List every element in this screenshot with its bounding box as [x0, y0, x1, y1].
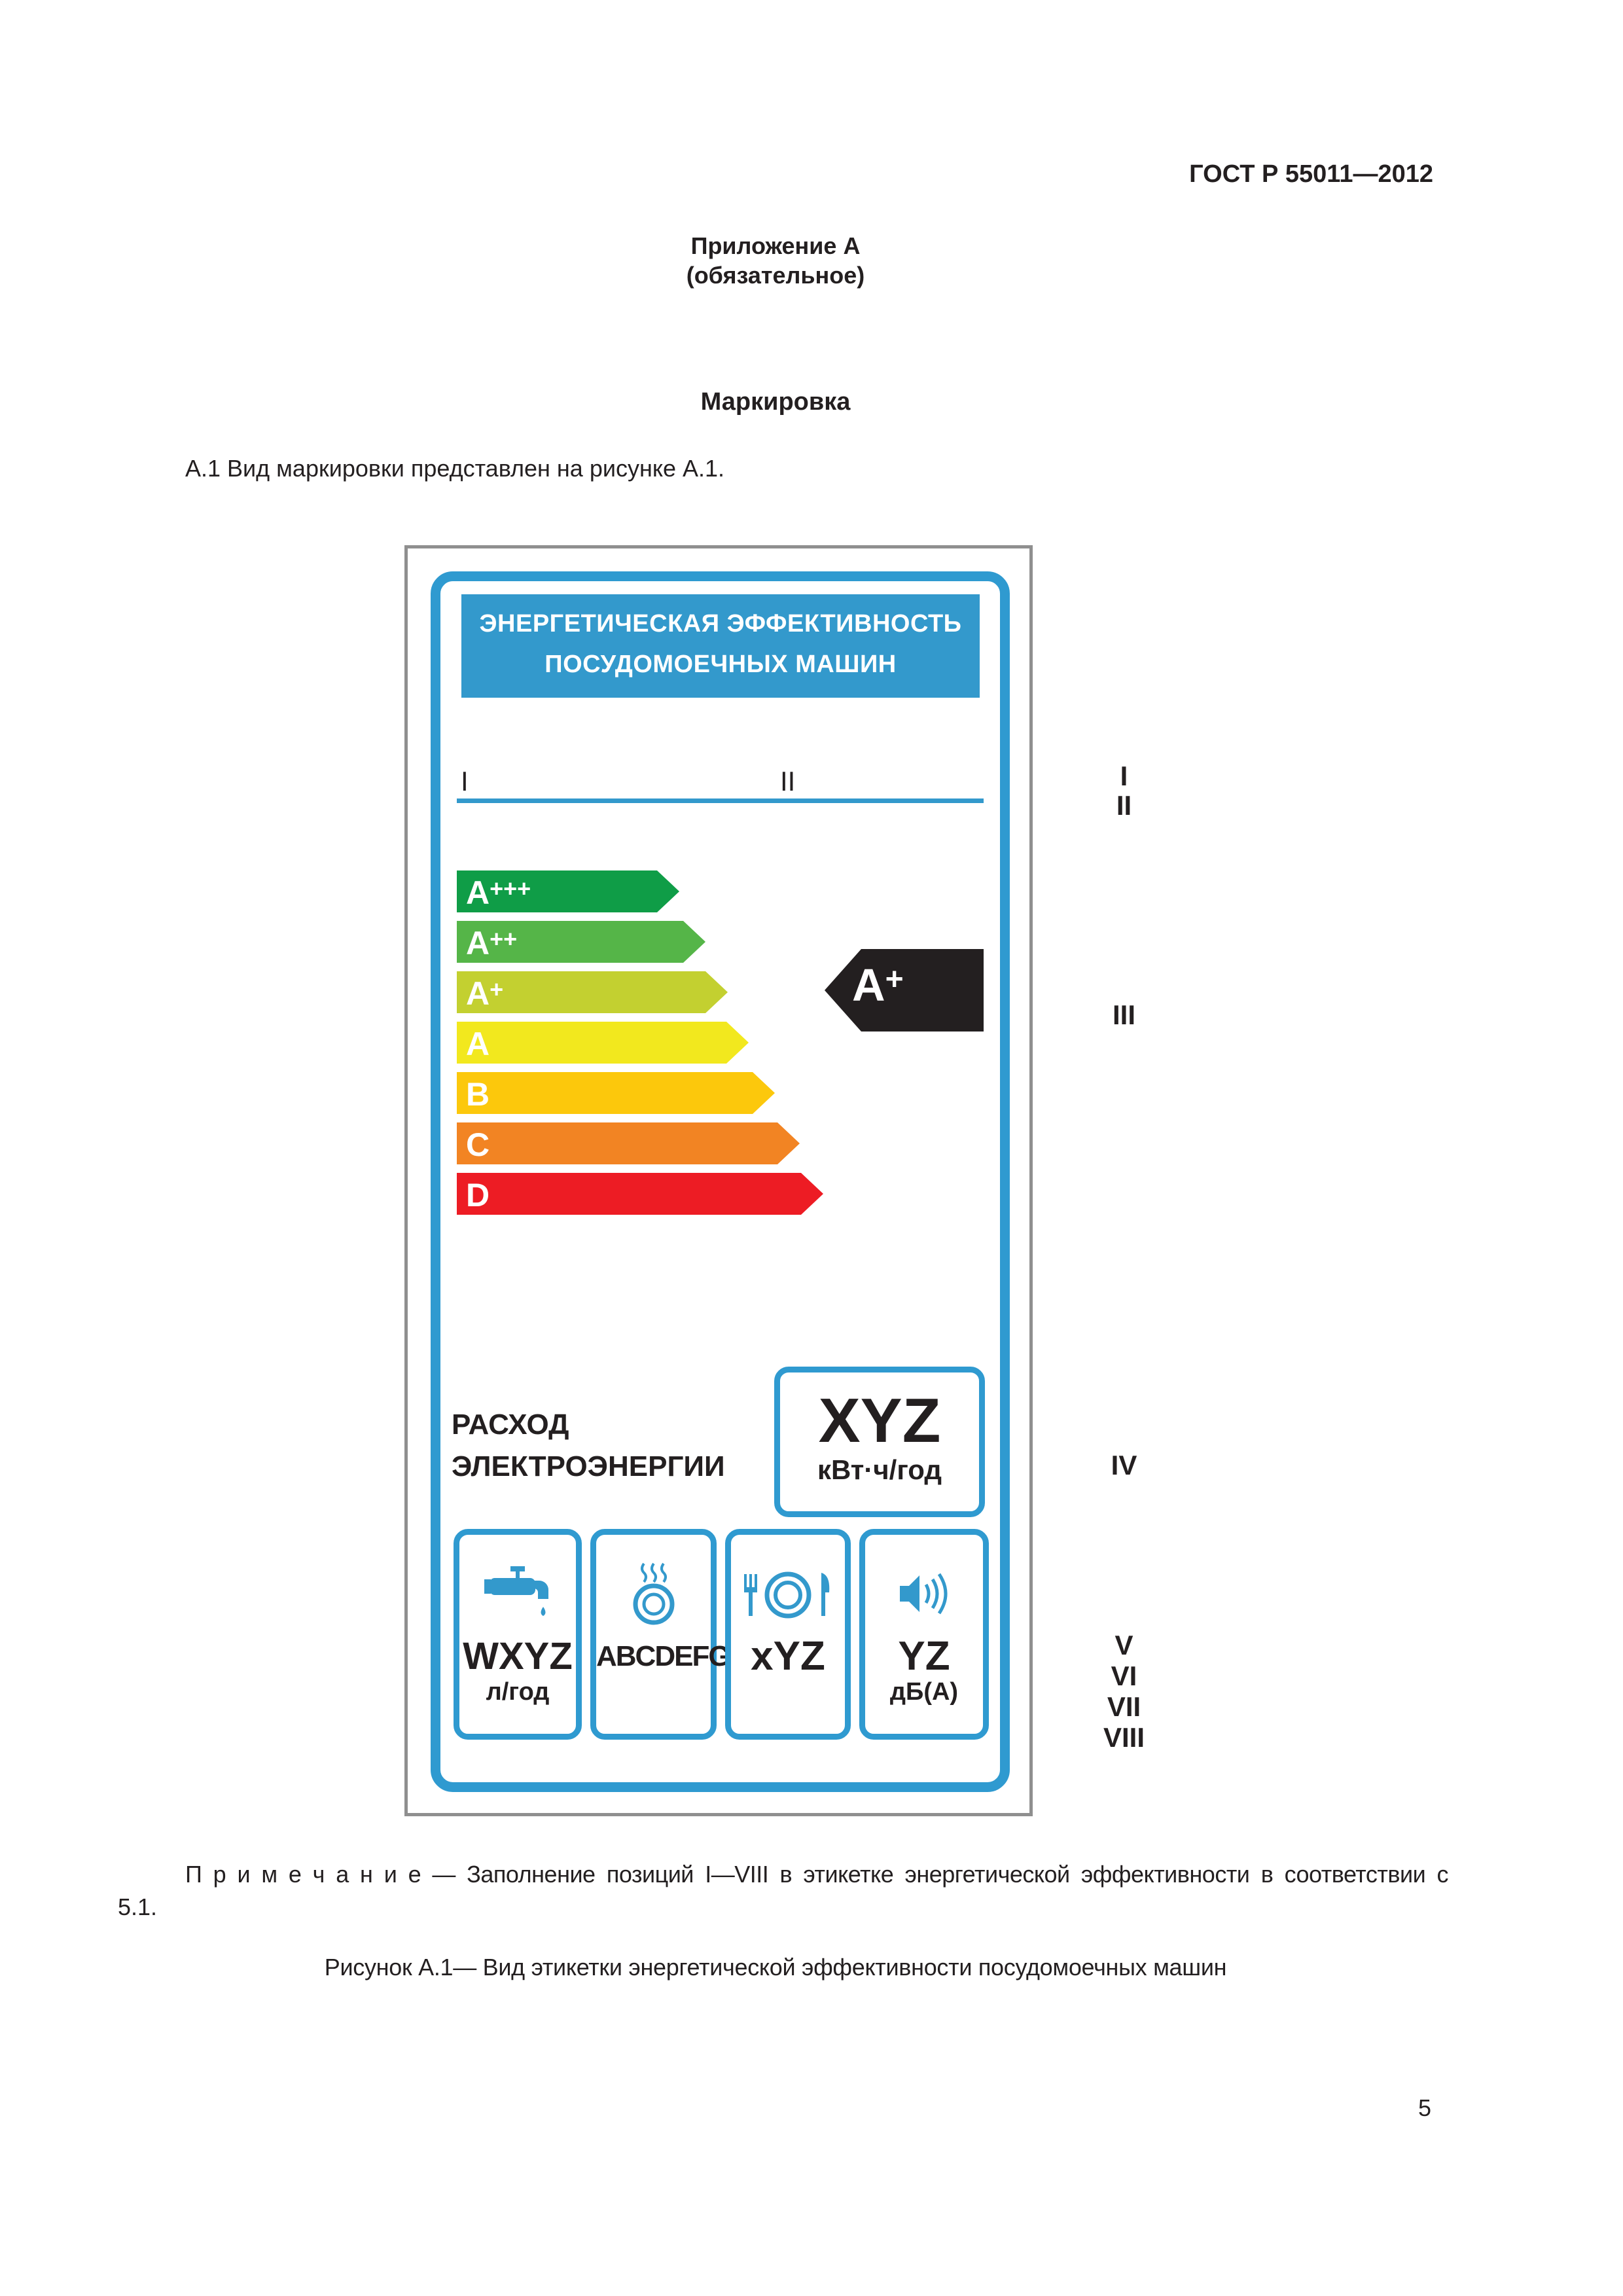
scale-bar-a-plus-3: [457, 870, 679, 912]
current-class-superscript: +: [885, 962, 904, 997]
scale-arrow-shape: [457, 1122, 800, 1164]
energy-label-line1: РАСХОД: [452, 1408, 569, 1441]
scale-bar-b: [457, 1072, 775, 1114]
scale-arrow-shape: [457, 1173, 823, 1215]
position-ii: II: [780, 766, 796, 797]
side-marker-v: V: [1115, 1630, 1133, 1660]
position-i: I: [461, 766, 469, 797]
label-heading-line2: ПОСУДОМОЕЧНЫХ МАШИН: [544, 651, 897, 678]
speaker-sound-icon: [895, 1561, 954, 1626]
figure-note-continuation: 5.1.: [118, 1893, 158, 1920]
water-unit: л/год: [486, 1678, 550, 1706]
energy-value: XYZ: [818, 1386, 941, 1456]
scale-bar-a-plus: [457, 971, 728, 1013]
scale-bar-a-plus-2: [457, 921, 705, 963]
label-heading-line1: ЭНЕРГЕТИЧЕСКАЯ ЭФФЕКТИВНОСТЬ: [479, 610, 962, 637]
scale-bar-c: [457, 1122, 800, 1164]
figure-note: П р и м е ч а н и е — Заполнение позиций I—VIII в этикетке энергетической эффективности в соответствии с: [185, 1861, 1448, 1888]
label-heading: [461, 594, 980, 698]
noise-box: [859, 1529, 989, 1740]
paragraph-a1: А.1 Вид маркировки представлен на рисунке А.1.: [185, 455, 725, 482]
section-title: Маркировка: [700, 388, 851, 416]
annex-title: Приложение А: [690, 232, 861, 259]
energy-consumption-label: [452, 1404, 725, 1488]
side-marker-ii: II: [1116, 790, 1132, 821]
scale-letter: C: [466, 1126, 490, 1163]
page-number: 5: [1418, 2094, 1432, 2121]
drying-plate-icon: [624, 1561, 683, 1626]
energy-label-line2: ЭЛЕКТРОЭНЕРГИИ: [452, 1450, 725, 1482]
energy-unit: кВт·ч/год: [817, 1454, 942, 1485]
scale-letter: A: [466, 975, 490, 1012]
place-settings-icon: [739, 1561, 837, 1626]
scale-letter: A: [466, 925, 490, 961]
scale-bar-a: [457, 1022, 749, 1064]
drying-efficiency-box: [590, 1529, 730, 1740]
scale-superscript: +++: [490, 875, 531, 902]
side-marker-vii: VII: [1107, 1691, 1141, 1722]
annex-status: (обязательное): [686, 262, 865, 289]
water-consumption-box: [454, 1529, 582, 1740]
capacity-value: xYZ: [751, 1634, 825, 1679]
current-class-arrow: [825, 949, 984, 1031]
side-marker-vi: VI: [1111, 1660, 1137, 1691]
scale-letter: B: [466, 1076, 490, 1113]
energy-consumption-box: [774, 1367, 985, 1517]
water-value: WXYZ: [463, 1635, 573, 1677]
scale-superscript: ++: [490, 925, 518, 952]
label-divider: [457, 798, 984, 803]
water-tap-icon: [482, 1561, 554, 1626]
side-marker-viii: VIII: [1103, 1722, 1145, 1753]
scale-bar-d: [457, 1173, 823, 1215]
side-marker-iii: III: [1112, 999, 1135, 1030]
scale-letter: A: [466, 874, 490, 911]
scale-letter: A: [466, 1026, 490, 1062]
side-marker-i: I: [1120, 761, 1128, 791]
drying-class-value: ABCDEFG: [596, 1640, 730, 1672]
side-marker-iv: IV: [1111, 1450, 1137, 1480]
noise-value: YZ: [898, 1634, 950, 1679]
scale-letter: D: [466, 1177, 490, 1213]
current-class-letter: A: [852, 960, 885, 1011]
scale-superscript: +: [490, 976, 504, 1003]
scale-arrow-shape: [457, 1072, 775, 1114]
standard-number: ГОСТ Р 55011—2012: [1189, 160, 1433, 188]
noise-unit: дБ(А): [889, 1678, 959, 1706]
capacity-box: [725, 1529, 851, 1740]
current-class-value: [852, 959, 904, 1011]
figure-caption: Рисунок А.1— Вид этикетки энергетической эффективности посудомоечных машин: [324, 1954, 1227, 1981]
scale-arrow-shape: [457, 1022, 749, 1064]
